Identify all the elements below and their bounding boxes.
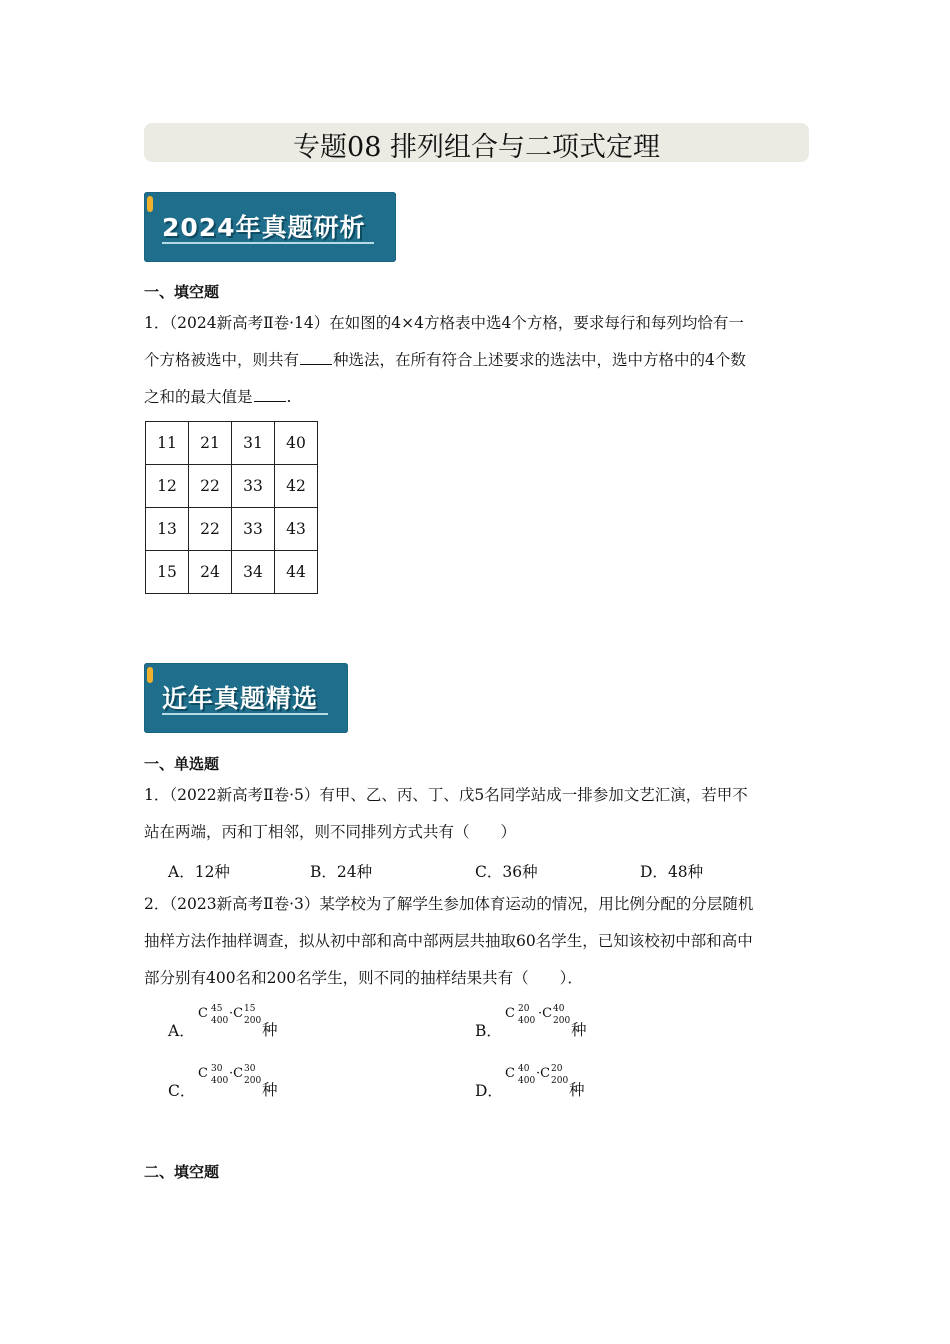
q2-option-b-label: B． <box>475 1022 502 1040</box>
comb-n2: 200 <box>553 1016 571 1026</box>
option-label: D． <box>640 863 668 881</box>
comb-k2: 40 <box>553 1004 565 1014</box>
number-grid <box>145 421 318 594</box>
question-2024-line2 <box>144 342 746 379</box>
comb-k2: 15 <box>244 1004 256 1014</box>
comb-n1: 400 <box>518 1076 536 1086</box>
grid-cell: 43 <box>275 508 318 551</box>
q1-option-b <box>310 860 372 882</box>
grid-cell: 15 <box>146 551 189 594</box>
question-text: 有甲、乙、丙、丁、戊5名同学站成一排参加文艺汇演，若甲不 <box>319 786 748 804</box>
question-1-line2: 站在两端，丙和丁相邻，则不同排列方式共有（ ） <box>144 823 517 841</box>
grid-cell: 11 <box>146 422 189 465</box>
q2-option-a-formula: C 45 400 ·C 15 200 种 <box>198 1004 278 1039</box>
grid-cell: 31 <box>232 422 275 465</box>
comb-n2: 200 <box>244 1016 262 1026</box>
banner-label: 近年真题精选 <box>162 684 319 713</box>
banner-label: 2024年真题研析 <box>162 213 366 242</box>
comb-k1: 30 <box>211 1064 223 1074</box>
grid-cell: 22 <box>189 465 232 508</box>
q2-option-c-label: C． <box>168 1082 196 1100</box>
question-source: （2022新高考Ⅱ卷·5） <box>169 786 320 804</box>
comb-n1: 400 <box>518 1016 536 1026</box>
comb-unit: 种 <box>569 1081 585 1099</box>
option-label: B． <box>310 863 337 881</box>
option-label: A． <box>168 863 195 881</box>
question-text: 个方格被选中，则共有 <box>144 351 300 369</box>
q2-option-a-label: A． <box>168 1022 195 1040</box>
comb-n1: 400 <box>211 1016 229 1026</box>
grid-cell: 42 <box>275 465 318 508</box>
comb-k1: 40 <box>518 1064 530 1074</box>
grid-cell: 13 <box>146 508 189 551</box>
banner-underline <box>162 242 374 244</box>
section-banner-recent <box>144 663 348 733</box>
comb-k2: 20 <box>551 1064 563 1074</box>
grid-cell: 44 <box>275 551 318 594</box>
q2-option-b-formula: C 20 400 ·C 40 200 种 <box>505 1004 587 1039</box>
option-text: 24种 <box>336 863 373 881</box>
q1-option-a <box>168 860 230 882</box>
grid-cell: 34 <box>232 551 275 594</box>
banner-tab-icon <box>147 667 153 683</box>
question-number: 1． <box>144 786 170 804</box>
option-label: C． <box>475 863 503 881</box>
comb-unit: 种 <box>262 1081 278 1099</box>
grid-cell: 12 <box>146 465 189 508</box>
q1-option-c <box>475 860 538 882</box>
banner-tab-icon <box>147 196 153 212</box>
comb-k2: 30 <box>244 1064 256 1074</box>
answer-blank <box>300 363 332 365</box>
question-number: 2． <box>144 895 170 913</box>
question-2024-line1 <box>144 305 744 342</box>
section-heading-fill-blank: 一、填空题 <box>144 283 220 301</box>
comb-n2: 200 <box>551 1076 569 1086</box>
question-text: 在如图的4×4方格表中选4个方格，要求每行和每列均恰有一 <box>329 314 744 332</box>
grid-cell: 21 <box>189 422 232 465</box>
grid-cell: 22 <box>189 508 232 551</box>
question-number: 1． <box>144 314 170 332</box>
option-text: 36种 <box>502 863 538 881</box>
q2-option-d-label: D． <box>475 1082 503 1100</box>
grid-cell: 24 <box>189 551 232 594</box>
comb-k1: 20 <box>518 1004 530 1014</box>
grid-cell: 33 <box>232 508 275 551</box>
q2-option-d-formula: C 40 400 ·C 20 200 种 <box>505 1064 585 1099</box>
page-title: 专题08 排列组合与二项式定理 <box>293 132 660 163</box>
question-1-line1 <box>144 777 748 814</box>
question-source: （2023新高考Ⅱ卷·3） <box>169 895 320 913</box>
comb-n2: 200 <box>244 1076 262 1086</box>
q1-option-d <box>640 860 703 882</box>
question-source: （2024新高考Ⅱ卷·14） <box>169 314 330 332</box>
comb-unit: 种 <box>262 1021 278 1039</box>
section-heading-fill-blank-2: 二、填空题 <box>144 1163 220 1181</box>
question-text: . <box>286 388 292 406</box>
answer-blank <box>254 400 286 402</box>
question-2-line3: 部分别有400名和200名学生，则不同的抽样结果共有（ ）． <box>144 969 583 987</box>
option-text: 12种 <box>194 863 230 881</box>
question-text: 种选法，在所有符合上述要求的选法中，选中方格中的4个数 <box>333 351 746 369</box>
question-2-line1 <box>144 886 753 923</box>
grid-cell: 33 <box>232 465 275 508</box>
q2-option-c-formula: C 30 400 ·C 30 200 种 <box>198 1064 278 1099</box>
option-text: 48种 <box>667 863 704 881</box>
section-banner-2024 <box>144 192 396 262</box>
comb-unit: 种 <box>571 1021 587 1039</box>
question-2024-line3 <box>144 379 291 416</box>
comb-n1: 400 <box>211 1076 229 1086</box>
section-heading-single-choice: 一、单选题 <box>144 755 220 773</box>
question-text: 某学校为了解学生参加体育运动的情况，用比例分配的分层随机 <box>319 895 754 913</box>
comb-k1: 45 <box>211 1004 223 1014</box>
question-text: 之和的最大值是 <box>144 388 253 406</box>
banner-underline <box>162 713 328 715</box>
question-2-line2: 抽样方法作抽样调查，拟从初中部和高中部两层共抽取60名学生，已知该校初中部和高中 <box>144 932 753 950</box>
grid-cell: 40 <box>275 422 318 465</box>
